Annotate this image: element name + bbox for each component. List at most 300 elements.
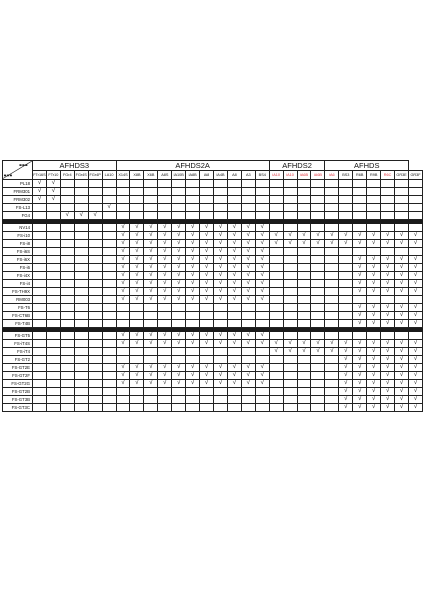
empty-cell bbox=[60, 319, 74, 327]
empty-cell bbox=[325, 271, 339, 279]
empty-cell bbox=[88, 179, 102, 187]
empty-cell bbox=[116, 211, 130, 219]
empty-cell bbox=[144, 187, 158, 195]
check-icon: √ bbox=[116, 364, 130, 372]
empty-cell bbox=[102, 380, 116, 388]
empty-cell bbox=[269, 332, 283, 340]
compatibility-table bbox=[2, 160, 423, 412]
empty-cell bbox=[158, 195, 172, 203]
receiver-header: iA6B bbox=[297, 171, 311, 180]
empty-cell bbox=[88, 239, 102, 247]
empty-cell bbox=[186, 388, 200, 396]
check-icon: √ bbox=[367, 287, 381, 295]
empty-cell bbox=[297, 388, 311, 396]
check-icon: √ bbox=[255, 239, 269, 247]
empty-cell bbox=[297, 255, 311, 263]
empty-cell bbox=[255, 179, 269, 187]
empty-cell bbox=[325, 404, 339, 412]
empty-cell bbox=[186, 187, 200, 195]
empty-cell bbox=[74, 263, 88, 271]
empty-cell bbox=[200, 211, 214, 219]
empty-cell bbox=[74, 231, 88, 239]
check-icon: √ bbox=[409, 372, 423, 380]
check-icon: √ bbox=[339, 348, 353, 356]
empty-cell bbox=[46, 404, 60, 412]
check-icon: √ bbox=[116, 263, 130, 271]
check-icon: √ bbox=[200, 279, 214, 287]
check-icon: √ bbox=[269, 348, 283, 356]
table-row bbox=[3, 239, 423, 247]
empty-cell bbox=[172, 356, 186, 364]
check-icon: √ bbox=[227, 332, 241, 340]
check-icon: √ bbox=[102, 203, 116, 211]
check-icon: √ bbox=[144, 287, 158, 295]
empty-cell bbox=[311, 203, 325, 211]
empty-cell bbox=[297, 271, 311, 279]
check-icon: √ bbox=[255, 372, 269, 380]
table-row bbox=[3, 319, 423, 327]
empty-cell bbox=[227, 303, 241, 311]
empty-cell bbox=[214, 179, 228, 187]
check-icon: √ bbox=[241, 364, 255, 372]
empty-cell bbox=[102, 372, 116, 380]
empty-cell bbox=[144, 303, 158, 311]
check-icon: √ bbox=[144, 372, 158, 380]
check-icon: √ bbox=[144, 263, 158, 271]
receiver-header: X8B bbox=[130, 171, 144, 180]
transmitter-model: PL18 bbox=[3, 179, 33, 187]
check-icon: √ bbox=[353, 348, 367, 356]
receiver-header: iA6B bbox=[311, 171, 325, 180]
check-icon: √ bbox=[172, 279, 186, 287]
empty-cell bbox=[172, 203, 186, 211]
empty-cell bbox=[311, 223, 325, 231]
check-icon: √ bbox=[409, 255, 423, 263]
check-icon: √ bbox=[214, 263, 228, 271]
empty-cell bbox=[144, 356, 158, 364]
empty-cell bbox=[46, 231, 60, 239]
empty-cell bbox=[241, 348, 255, 356]
empty-cell bbox=[46, 223, 60, 231]
table-row bbox=[3, 271, 423, 279]
receiver-header: LA10 bbox=[102, 171, 116, 180]
empty-cell bbox=[269, 263, 283, 271]
check-icon: √ bbox=[297, 231, 311, 239]
receiver-header: BS3 bbox=[339, 171, 353, 180]
empty-cell bbox=[339, 311, 353, 319]
check-icon: √ bbox=[116, 287, 130, 295]
check-icon: √ bbox=[214, 372, 228, 380]
empty-cell bbox=[60, 263, 74, 271]
receiver-header: iA8 bbox=[200, 171, 214, 180]
empty-cell bbox=[116, 404, 130, 412]
empty-cell bbox=[74, 396, 88, 404]
empty-cell bbox=[297, 332, 311, 340]
check-icon: √ bbox=[283, 348, 297, 356]
empty-cell bbox=[297, 187, 311, 195]
check-icon: √ bbox=[381, 271, 395, 279]
empty-cell bbox=[102, 223, 116, 231]
empty-cell bbox=[88, 311, 102, 319]
check-icon: √ bbox=[325, 239, 339, 247]
check-icon: √ bbox=[130, 340, 144, 348]
check-icon: √ bbox=[130, 332, 144, 340]
empty-cell bbox=[33, 247, 47, 255]
check-icon: √ bbox=[172, 332, 186, 340]
empty-cell bbox=[283, 364, 297, 372]
empty-cell bbox=[102, 295, 116, 303]
table-row bbox=[3, 388, 423, 396]
check-icon: √ bbox=[144, 332, 158, 340]
check-icon: √ bbox=[227, 239, 241, 247]
protocol-header: AFHDS3 bbox=[33, 161, 117, 171]
transmitter-model: FS-i4 bbox=[3, 279, 33, 287]
empty-cell bbox=[325, 279, 339, 287]
check-icon: √ bbox=[367, 348, 381, 356]
empty-cell bbox=[297, 287, 311, 295]
transmitter-model: FS-GT3C bbox=[3, 404, 33, 412]
empty-cell bbox=[381, 211, 395, 219]
empty-cell bbox=[74, 348, 88, 356]
check-icon: √ bbox=[241, 271, 255, 279]
empty-cell bbox=[325, 364, 339, 372]
check-icon: √ bbox=[116, 231, 130, 239]
check-icon: √ bbox=[172, 287, 186, 295]
empty-cell bbox=[227, 388, 241, 396]
check-icon: √ bbox=[130, 287, 144, 295]
empty-cell bbox=[353, 179, 367, 187]
empty-cell bbox=[353, 187, 367, 195]
empty-cell bbox=[158, 203, 172, 211]
empty-cell bbox=[269, 287, 283, 295]
empty-cell bbox=[74, 287, 88, 295]
check-icon: √ bbox=[367, 404, 381, 412]
empty-cell bbox=[172, 303, 186, 311]
empty-cell bbox=[269, 311, 283, 319]
check-icon: √ bbox=[395, 303, 409, 311]
protocol-header: AFHDS2 bbox=[269, 161, 325, 171]
empty-cell bbox=[74, 271, 88, 279]
empty-cell bbox=[116, 311, 130, 319]
empty-cell bbox=[255, 311, 269, 319]
empty-cell bbox=[60, 271, 74, 279]
receiver-header: A3 bbox=[241, 171, 255, 180]
empty-cell bbox=[74, 388, 88, 396]
empty-cell bbox=[241, 404, 255, 412]
check-icon: √ bbox=[130, 247, 144, 255]
empty-cell bbox=[269, 203, 283, 211]
check-icon: √ bbox=[381, 356, 395, 364]
check-icon: √ bbox=[227, 279, 241, 287]
empty-cell bbox=[102, 356, 116, 364]
empty-cell bbox=[46, 380, 60, 388]
empty-cell bbox=[74, 179, 88, 187]
empty-cell bbox=[269, 187, 283, 195]
empty-cell bbox=[130, 203, 144, 211]
check-icon: √ bbox=[227, 231, 241, 239]
empty-cell bbox=[88, 348, 102, 356]
check-icon: √ bbox=[409, 396, 423, 404]
check-icon: √ bbox=[409, 263, 423, 271]
check-icon: √ bbox=[367, 231, 381, 239]
transmitter-model: FS-i6S bbox=[3, 247, 33, 255]
empty-cell bbox=[214, 211, 228, 219]
check-icon: √ bbox=[255, 279, 269, 287]
empty-cell bbox=[46, 255, 60, 263]
check-icon: √ bbox=[186, 332, 200, 340]
check-icon: √ bbox=[395, 348, 409, 356]
empty-cell bbox=[88, 195, 102, 203]
check-icon: √ bbox=[130, 271, 144, 279]
empty-cell bbox=[46, 348, 60, 356]
empty-cell bbox=[339, 211, 353, 219]
receiver-header: GR3F bbox=[409, 171, 423, 180]
empty-cell bbox=[269, 372, 283, 380]
check-icon: √ bbox=[367, 380, 381, 388]
check-icon: √ bbox=[395, 364, 409, 372]
check-icon: √ bbox=[144, 340, 158, 348]
empty-cell bbox=[200, 311, 214, 319]
empty-cell bbox=[33, 223, 47, 231]
empty-cell bbox=[339, 263, 353, 271]
empty-cell bbox=[283, 311, 297, 319]
empty-cell bbox=[130, 187, 144, 195]
check-icon: √ bbox=[367, 279, 381, 287]
empty-cell bbox=[60, 364, 74, 372]
receiver-header: X6B bbox=[144, 171, 158, 180]
empty-cell bbox=[74, 332, 88, 340]
check-icon: √ bbox=[172, 239, 186, 247]
check-icon: √ bbox=[130, 372, 144, 380]
check-icon: √ bbox=[116, 372, 130, 380]
empty-cell bbox=[102, 348, 116, 356]
check-icon: √ bbox=[409, 380, 423, 388]
empty-cell bbox=[339, 195, 353, 203]
check-icon: √ bbox=[395, 396, 409, 404]
empty-cell bbox=[255, 211, 269, 219]
check-icon: √ bbox=[214, 255, 228, 263]
empty-cell bbox=[46, 247, 60, 255]
check-icon: √ bbox=[33, 187, 47, 195]
empty-cell bbox=[88, 332, 102, 340]
empty-cell bbox=[46, 287, 60, 295]
empty-cell bbox=[255, 404, 269, 412]
empty-cell bbox=[283, 187, 297, 195]
empty-cell bbox=[88, 247, 102, 255]
check-icon: √ bbox=[409, 279, 423, 287]
check-icon: √ bbox=[214, 271, 228, 279]
empty-cell bbox=[186, 179, 200, 187]
check-icon: √ bbox=[158, 223, 172, 231]
empty-cell bbox=[297, 279, 311, 287]
empty-cell bbox=[116, 303, 130, 311]
empty-cell bbox=[88, 388, 102, 396]
check-icon: √ bbox=[144, 247, 158, 255]
empty-cell bbox=[116, 195, 130, 203]
empty-cell bbox=[33, 255, 47, 263]
check-icon: √ bbox=[116, 271, 130, 279]
check-icon: √ bbox=[130, 239, 144, 247]
empty-cell bbox=[144, 195, 158, 203]
table-row bbox=[3, 295, 423, 303]
check-icon: √ bbox=[241, 247, 255, 255]
transmitter-model: FS-i10 bbox=[3, 231, 33, 239]
check-icon: √ bbox=[186, 380, 200, 388]
empty-cell bbox=[325, 223, 339, 231]
empty-cell bbox=[33, 348, 47, 356]
empty-cell bbox=[74, 404, 88, 412]
empty-cell bbox=[297, 263, 311, 271]
empty-cell bbox=[283, 287, 297, 295]
check-icon: √ bbox=[241, 332, 255, 340]
compatibility-sheet bbox=[2, 160, 422, 412]
check-icon: √ bbox=[311, 348, 325, 356]
transmitter-model: FS-iT4 bbox=[3, 348, 33, 356]
empty-cell bbox=[353, 211, 367, 219]
empty-cell bbox=[46, 388, 60, 396]
check-icon: √ bbox=[339, 380, 353, 388]
check-icon: √ bbox=[227, 271, 241, 279]
check-icon: √ bbox=[395, 340, 409, 348]
empty-cell bbox=[60, 372, 74, 380]
empty-cell bbox=[297, 195, 311, 203]
empty-cell bbox=[325, 372, 339, 380]
check-icon: √ bbox=[186, 364, 200, 372]
empty-cell bbox=[33, 396, 47, 404]
empty-cell bbox=[33, 295, 47, 303]
empty-cell bbox=[311, 255, 325, 263]
empty-cell bbox=[283, 388, 297, 396]
check-icon: √ bbox=[353, 388, 367, 396]
empty-cell bbox=[46, 239, 60, 247]
check-icon: √ bbox=[241, 287, 255, 295]
check-icon: √ bbox=[116, 295, 130, 303]
empty-cell bbox=[88, 372, 102, 380]
transmitter-model: FG4 bbox=[3, 211, 33, 219]
check-icon: √ bbox=[172, 295, 186, 303]
empty-cell bbox=[409, 179, 423, 187]
empty-cell bbox=[60, 287, 74, 295]
check-icon: √ bbox=[227, 263, 241, 271]
table-row bbox=[3, 332, 423, 340]
check-icon: √ bbox=[353, 404, 367, 412]
check-icon: √ bbox=[395, 404, 409, 412]
check-icon: √ bbox=[227, 287, 241, 295]
empty-cell bbox=[102, 211, 116, 219]
empty-cell bbox=[46, 295, 60, 303]
transmitter-model: FS-GT2B bbox=[3, 388, 33, 396]
empty-cell bbox=[283, 303, 297, 311]
empty-cell bbox=[130, 179, 144, 187]
empty-cell bbox=[158, 348, 172, 356]
check-icon: √ bbox=[241, 380, 255, 388]
empty-cell bbox=[88, 279, 102, 287]
empty-cell bbox=[325, 263, 339, 271]
check-icon: √ bbox=[381, 340, 395, 348]
empty-cell bbox=[186, 356, 200, 364]
empty-cell bbox=[60, 187, 74, 195]
check-icon: √ bbox=[130, 231, 144, 239]
empty-cell bbox=[227, 396, 241, 404]
empty-cell bbox=[353, 332, 367, 340]
empty-cell bbox=[241, 195, 255, 203]
check-icon: √ bbox=[395, 255, 409, 263]
check-icon: √ bbox=[283, 340, 297, 348]
empty-cell bbox=[60, 356, 74, 364]
empty-cell bbox=[172, 319, 186, 327]
empty-cell bbox=[227, 203, 241, 211]
empty-cell bbox=[74, 372, 88, 380]
check-icon: √ bbox=[339, 396, 353, 404]
empty-cell bbox=[130, 348, 144, 356]
check-icon: √ bbox=[144, 364, 158, 372]
empty-cell bbox=[158, 187, 172, 195]
empty-cell bbox=[172, 179, 186, 187]
empty-cell bbox=[144, 348, 158, 356]
empty-cell bbox=[269, 380, 283, 388]
empty-cell bbox=[241, 388, 255, 396]
transmitter-model: FS-i8 bbox=[3, 239, 33, 247]
empty-cell bbox=[339, 255, 353, 263]
empty-cell bbox=[172, 348, 186, 356]
transmitter-model: FRM301 bbox=[3, 187, 33, 195]
check-icon: √ bbox=[353, 255, 367, 263]
empty-cell bbox=[325, 319, 339, 327]
receiver-header-row bbox=[3, 171, 423, 180]
empty-cell bbox=[74, 187, 88, 195]
table-row bbox=[3, 303, 423, 311]
check-icon: √ bbox=[130, 279, 144, 287]
transmitter-model: FS-i4X bbox=[3, 271, 33, 279]
empty-cell bbox=[158, 356, 172, 364]
check-icon: √ bbox=[311, 239, 325, 247]
receiver-header: FGr4P bbox=[88, 171, 102, 180]
check-icon: √ bbox=[269, 340, 283, 348]
check-icon: √ bbox=[339, 388, 353, 396]
empty-cell bbox=[367, 195, 381, 203]
empty-cell bbox=[74, 295, 88, 303]
check-icon: √ bbox=[116, 279, 130, 287]
empty-cell bbox=[214, 388, 228, 396]
empty-cell bbox=[158, 211, 172, 219]
empty-cell bbox=[186, 195, 200, 203]
table-row bbox=[3, 179, 423, 187]
check-icon: √ bbox=[381, 287, 395, 295]
check-icon: √ bbox=[144, 380, 158, 388]
check-icon: √ bbox=[88, 211, 102, 219]
empty-cell bbox=[325, 211, 339, 219]
check-icon: √ bbox=[172, 271, 186, 279]
table-row bbox=[3, 356, 423, 364]
check-icon: √ bbox=[200, 271, 214, 279]
empty-cell bbox=[339, 303, 353, 311]
check-icon: √ bbox=[353, 340, 367, 348]
empty-cell bbox=[88, 404, 102, 412]
table-row bbox=[3, 372, 423, 380]
check-icon: √ bbox=[214, 247, 228, 255]
check-icon: √ bbox=[144, 295, 158, 303]
empty-cell bbox=[60, 179, 74, 187]
empty-cell bbox=[241, 179, 255, 187]
empty-cell bbox=[214, 303, 228, 311]
empty-cell bbox=[241, 211, 255, 219]
empty-cell bbox=[60, 231, 74, 239]
table-row bbox=[3, 203, 423, 211]
empty-cell bbox=[60, 340, 74, 348]
check-icon: √ bbox=[214, 287, 228, 295]
table-row bbox=[3, 187, 423, 195]
empty-cell bbox=[46, 396, 60, 404]
